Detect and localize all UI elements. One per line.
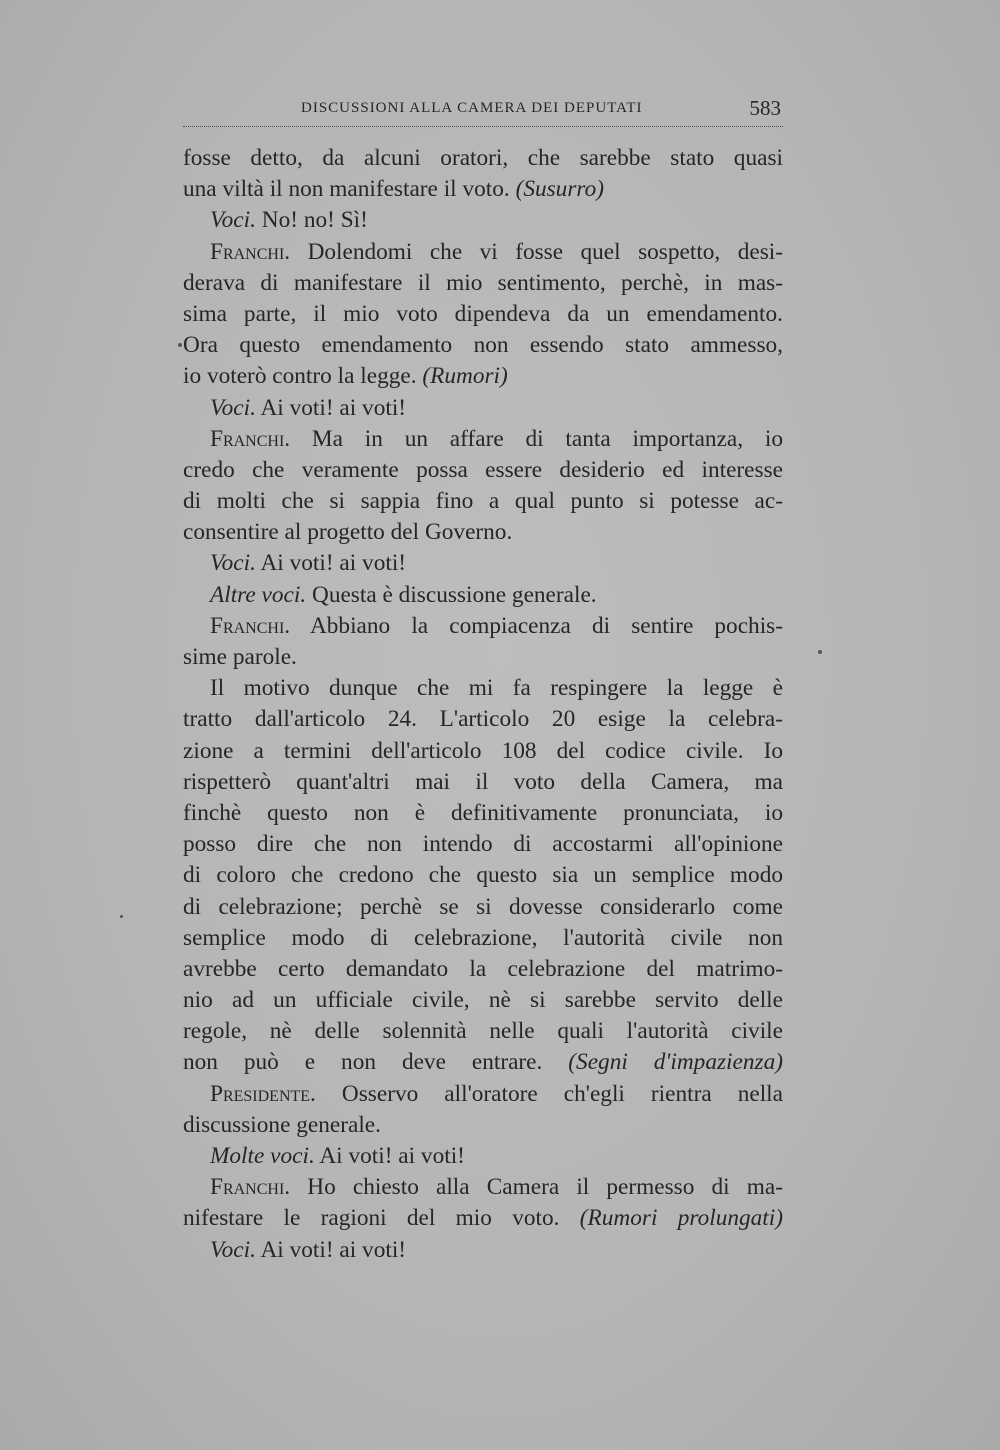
text-line — [183, 486, 783, 517]
text-line — [183, 361, 783, 392]
line-text: una viltà il non manifestare il voto. — [183, 176, 516, 203]
line-text: credo che veramente possa essere desiderio ed interesse — [183, 456, 783, 483]
speaker-label: Molte voci. — [210, 1143, 315, 1169]
text-line — [183, 829, 783, 860]
line-text: Ai voti! ai voti! — [314, 1143, 465, 1169]
text-line — [183, 299, 783, 330]
line-text: io voterò contro la legge. — [183, 363, 423, 390]
speaker-label: Voci. — [210, 207, 256, 234]
text-line — [183, 548, 783, 579]
stage-direction: (Rumori prolungati) — [579, 1205, 784, 1232]
speaker-label: Franchi. — [210, 612, 291, 639]
running-head — [183, 98, 783, 124]
text-line — [183, 1016, 783, 1047]
text-line — [183, 642, 783, 673]
line-text: regole, nè delle solennità nelle quali l'autorità civile — [183, 1018, 783, 1045]
line-text: di celebrazione; perchè se si dovesse considerarlo come — [183, 893, 783, 920]
speaker-label: Franchi. — [210, 425, 291, 452]
stage-direction: (Rumori) — [422, 363, 508, 390]
text-line — [183, 1047, 783, 1078]
speaker-label: Altre voci. — [210, 581, 307, 608]
text-line — [183, 736, 783, 767]
line-text: sime parole. — [183, 644, 297, 670]
text-line — [183, 1172, 783, 1203]
speaker-label: Voci. — [210, 1236, 256, 1263]
line-text: di molti che si sappia fino a qual punto si potesse ac- — [183, 488, 783, 515]
line-text: Ai voti! ai voti! — [255, 1236, 407, 1263]
line-text: Osservo all'oratore ch'egli rientra nella — [315, 1080, 783, 1107]
text-line — [183, 393, 783, 424]
line-text: Ai voti! ai voti! — [255, 394, 407, 421]
text-line — [183, 237, 783, 268]
text-line — [183, 1203, 783, 1234]
text-line — [183, 954, 783, 985]
line-text: nio ad un ufficiale civile, nè si sarebbe servito delle — [183, 987, 783, 1014]
text-line — [183, 1110, 783, 1141]
text-line — [183, 268, 783, 299]
text-line — [183, 704, 783, 735]
speaker-label: Presidente. — [210, 1080, 316, 1107]
page-number: 583 — [749, 96, 781, 120]
speaker-label: Voci. — [210, 550, 256, 577]
text-line — [183, 611, 783, 642]
stage-direction: (Susurro) — [515, 176, 605, 203]
line-text: Il motivo dunque che mi fa respingere la legge è — [210, 675, 783, 702]
text-line — [183, 424, 783, 455]
text-line — [183, 517, 783, 548]
stage-direction: (Segni d'impazienza) — [568, 1049, 783, 1076]
line-text: non può e non deve entrare. — [183, 1049, 569, 1076]
text-line — [183, 860, 783, 891]
print-speck — [818, 650, 822, 654]
line-text: tratto dall'articolo 24. L'articolo 20 esige la celebra- — [183, 706, 783, 733]
body-text — [183, 143, 783, 1266]
text-line — [183, 985, 783, 1016]
line-text: finchè questo non è definitivamente pronunciata, io — [183, 799, 783, 826]
text-line — [183, 923, 783, 954]
line-text: Ai voti! ai voti! — [255, 550, 407, 577]
line-text: nifestare le ragioni del mio voto. — [183, 1205, 580, 1232]
print-speck — [120, 915, 123, 918]
text-line — [183, 1079, 783, 1110]
text-line — [183, 1235, 783, 1266]
text-line — [183, 455, 783, 486]
print-speck — [178, 343, 182, 347]
line-text: zione a termini dell'articolo 108 del codice civile. Io — [183, 737, 783, 764]
text-line — [183, 205, 783, 236]
line-text: rispetterò quant'altri mai il voto della Camera, ma — [183, 768, 783, 795]
line-text: derava di manifestare il mio sentimento, perchè, in mas- — [183, 269, 783, 296]
line-text: fosse detto, da alcuni oratori, che sarebbe stato quasi — [183, 145, 783, 171]
line-text: semplice modo di celebrazione, l'autorità civile non — [183, 924, 783, 951]
line-text: Ma in un affare di tanta importanza, io — [290, 425, 783, 452]
line-text: consentire al progetto del Governo. — [183, 519, 513, 546]
text-line — [183, 580, 783, 611]
line-text: discussione generale. — [183, 1111, 381, 1138]
line-text: avrebbe certo demandato la celebrazione del matrimo- — [183, 955, 783, 982]
line-text: Ho chiesto alla Camera il permesso di ma- — [290, 1174, 783, 1201]
line-text: No! no! Sì! — [255, 207, 368, 234]
header-rule — [183, 126, 783, 127]
line-text: Abbiano la compiacenza di sentire pochis- — [290, 612, 783, 639]
text-line — [183, 798, 783, 829]
text-line — [183, 143, 783, 174]
line-text: Ora questo emendamento non essendo stato ammesso, — [183, 332, 783, 359]
line-text: posso dire che non intendo di accostarmi all'opinione — [183, 831, 783, 858]
line-text: Dolendomi che vi fosse quel sospetto, desi- — [290, 238, 783, 265]
text-line — [183, 892, 783, 923]
text-line — [183, 767, 783, 798]
text-line — [183, 330, 783, 361]
text-line — [183, 1141, 783, 1172]
speaker-label: Franchi. — [210, 238, 291, 265]
text-line — [183, 673, 783, 704]
speaker-label: Franchi. — [210, 1174, 291, 1201]
running-title: DISCUSSIONI ALLA CAMERA DEI DEPUTATI — [301, 100, 643, 116]
line-text: sima parte, il mio voto dipendeva da un emendamento. — [183, 300, 783, 327]
speaker-label: Voci. — [210, 394, 256, 421]
line-text: Questa è discussione generale. — [306, 581, 597, 608]
text-line — [183, 174, 783, 205]
line-text: di coloro che credono che questo sia un semplice modo — [183, 862, 783, 889]
